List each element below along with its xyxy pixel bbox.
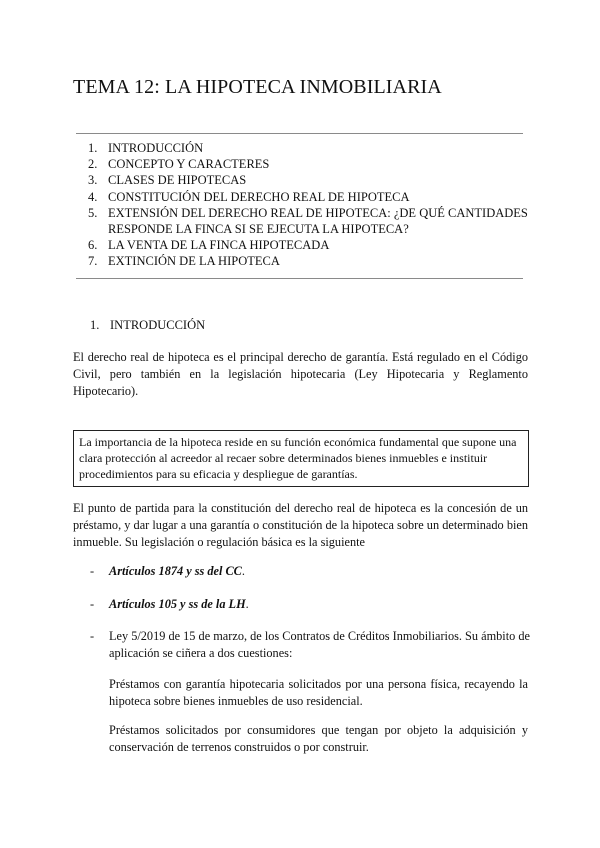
- section-heading: [90, 318, 205, 333]
- toc-item: [88, 156, 538, 172]
- list-item: [90, 563, 530, 580]
- toc-number: 6.: [88, 238, 98, 253]
- toc-item: [88, 237, 538, 253]
- toc-item: [88, 253, 538, 269]
- bullet-dash: -: [90, 629, 95, 643]
- bullet-text: Ley 5/2019 de 15 de marzo, de los Contratos de Créditos Inmobiliarios. Su ámbito de aplicación se ciñera a dos cuestiones:: [109, 629, 530, 660]
- bullet-dash: -: [90, 597, 95, 611]
- toc-label: CONSTITUCIÓN DEL DERECHO REAL DE HIPOTECA: [108, 189, 410, 204]
- divider-top: [76, 133, 523, 134]
- highlight-box: La importancia de la hipoteca reside en su función económica fundamental que supone una clara protección al acreedor al recaer sobre determinados bienes inmuebles e instituir procedimientos para su eficacia y despliegue de garantías.: [73, 430, 529, 487]
- toc-label: CLASES DE HIPOTECAS: [108, 173, 247, 188]
- toc-number: 4.: [88, 189, 98, 204]
- toc-label: LA VENTA DE LA FINCA HIPOTECADA: [108, 238, 330, 253]
- page-title: TEMA 12: LA HIPOTECA INMOBILIARIA: [73, 76, 442, 98]
- table-of-contents: [88, 140, 538, 270]
- intro-paragraph: El derecho real de hipoteca es el principal derecho de garantía. Está regulado en el Código Civil, pero también en la legislación hipotecaria (Ley Hipotecaria y Reglamento Hipotecario).: [73, 350, 528, 398]
- toc-number: 2.: [88, 157, 98, 172]
- toc-label: EXTINCIÓN DE LA HIPOTECA: [108, 254, 280, 269]
- toc-item: [88, 172, 538, 188]
- bullet-bold: Artículos 105 y ss de la LH: [109, 597, 246, 611]
- list-item: [90, 628, 530, 662]
- toc-label: EXTENSIÓN DEL DERECHO REAL DE HIPOTECA: ¿DE QUÉ CANTIDADES RESPONDE LA FINCA SI SE EJECUTA LA HIPOTECA?: [108, 205, 528, 237]
- sub-paragraph: Préstamos solicitados por consumidores que tengan por objeto la adquisición y conservación de terrenos construidos o por construir.: [109, 723, 528, 754]
- bullet-text: .: [241, 564, 245, 578]
- section-number: 1.: [90, 318, 100, 332]
- toc-item: [88, 189, 538, 205]
- list-item: [90, 596, 530, 613]
- toc-number: 7.: [88, 254, 98, 269]
- bullet-dash: -: [90, 564, 95, 578]
- legislation-paragraph: El punto de partida para la constitución del derecho real de hipoteca es la concesión de un préstamo, y dar lugar a una garantía o constitución de la hipoteca sobre un determinado bien inmueble. Su legislación o regulación básica es la siguiente: [73, 501, 528, 549]
- toc-item: [88, 140, 538, 156]
- toc-number: 1.: [88, 141, 98, 155]
- toc-number: 5.: [88, 205, 98, 220]
- toc-label: INTRODUCCIÓN: [108, 141, 204, 155]
- sub-paragraph: Préstamos con garantía hipotecaria solicitados por una persona física, recayendo la hipoteca sobre bienes inmuebles de uso residencial.: [109, 677, 528, 708]
- divider-bottom: [76, 278, 523, 279]
- toc-label: CONCEPTO Y CARACTERES: [108, 157, 270, 172]
- toc-item: [88, 205, 538, 237]
- section-title: INTRODUCCIÓN: [110, 318, 206, 332]
- bullet-bold: Artículos 1874 y ss del CC: [109, 564, 242, 578]
- bullet-text: .: [245, 597, 249, 611]
- toc-number: 3.: [88, 173, 98, 188]
